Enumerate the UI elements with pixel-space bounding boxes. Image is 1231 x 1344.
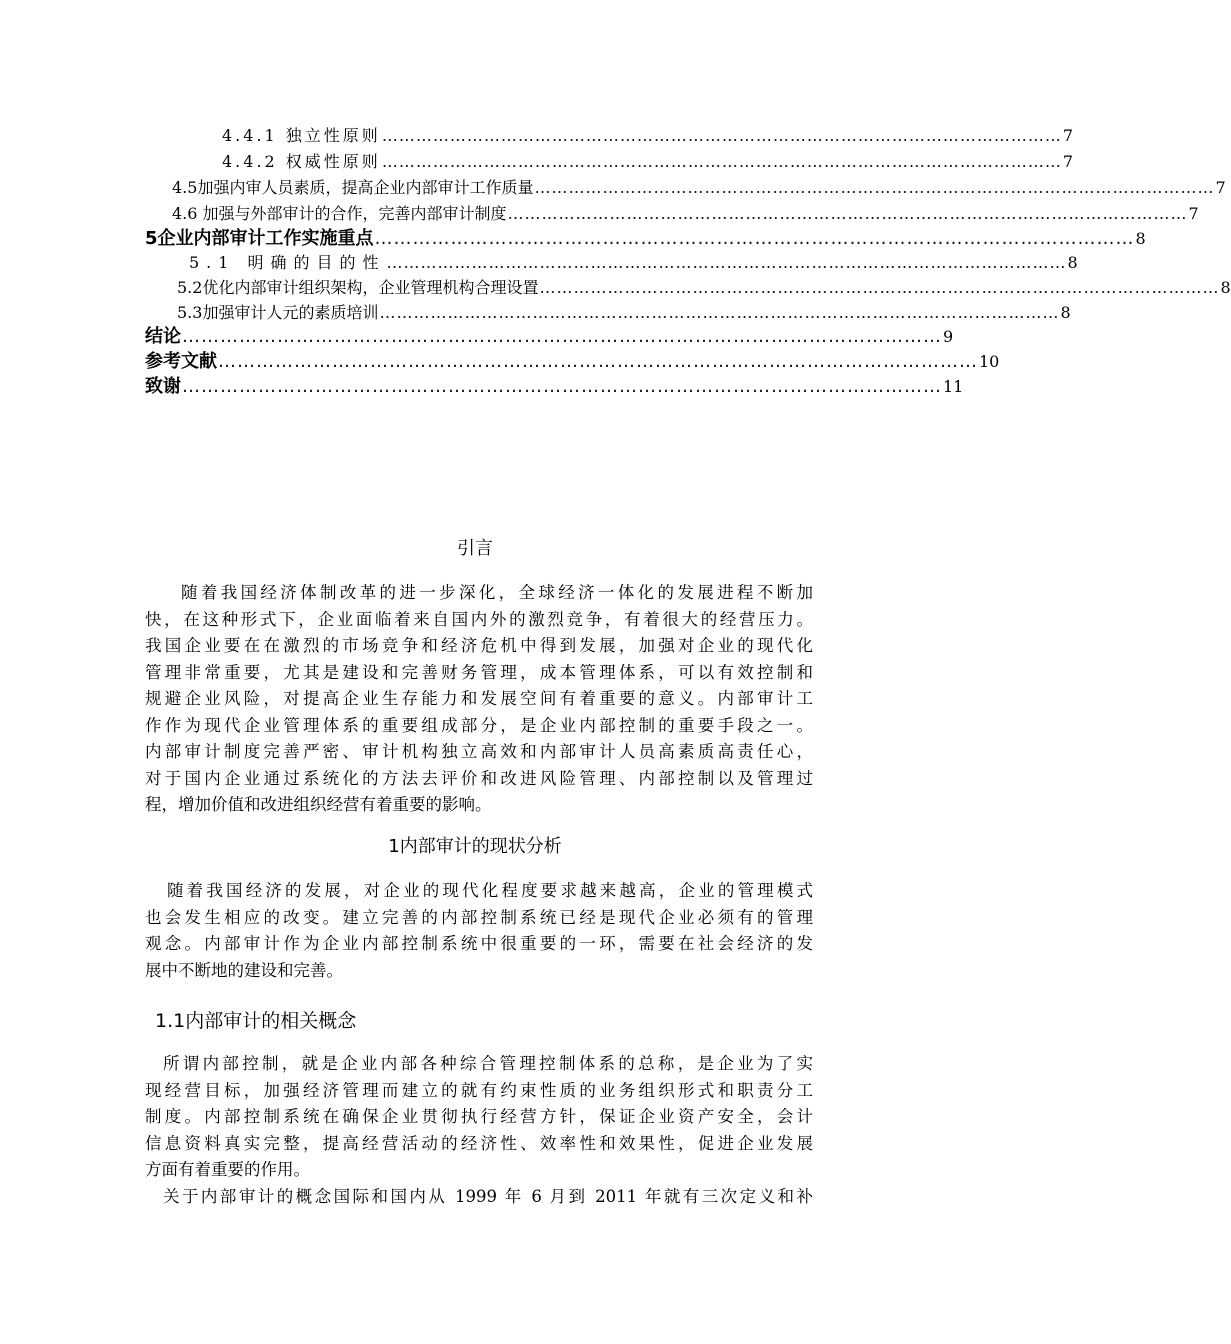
intro-heading: 引言 <box>457 538 493 559</box>
toc-leader-dots: ………………………………………………………………………………………………………… <box>374 228 1135 249</box>
text-line: 规避企业风险，对提高企业生存能力和发展空间有着重要的意义。内部审计工 <box>145 689 813 708</box>
toc-entry-page: 7 <box>1215 178 1226 197</box>
text-line: 也会发生相应的改变。建立完善的内部控制系统已经是现代企业必须有的管理 <box>145 907 813 927</box>
toc-entry-page: 10 <box>979 352 1000 371</box>
toc-entry-page: 11 <box>943 377 964 396</box>
toc-entry-label: 4.4.1 独立性原则 <box>222 126 381 145</box>
toc-entry-label: 5.2优化内部审计组织架构，企业管理机构合理设置 <box>177 278 539 297</box>
text-line: 制度。内部控制系统在确保企业贯彻执行经营方针，保证企业资产安全，会计 <box>145 1107 813 1126</box>
text-line: 我国企业要在在激烈的市场竞争和经济危机中得到发展，加强对企业的现代化 <box>145 636 813 655</box>
toc-leader-dots: ………………………………………………………………………………………………………… <box>534 178 1215 197</box>
toc-entry[interactable] <box>177 300 1071 326</box>
text-line: 程，增加价值和改进组织经营有着重要的影响。 <box>145 795 492 814</box>
text-line: 随着我国经济的发展，对企业的现代化程度要求越来越高，企业的管理模式 <box>167 881 813 900</box>
toc-leader-dots: ………………………………………………………………………………………………………… <box>381 152 1062 171</box>
toc-leader-dots: ………………………………………………………………………………………………………… <box>182 326 942 347</box>
text-line: 观念。内部审计作为企业内部控制系统中很重要的一环，需要在社会经济的发 <box>145 934 813 953</box>
toc-entry[interactable] <box>222 149 1073 175</box>
text-line: 管理非常重要，尤其是建设和完善财务管理，成本管理体系，可以有效控制和 <box>145 662 813 682</box>
toc-leader-dots: ………………………………………………………………………………………………………… <box>381 126 1062 145</box>
text-line: 所谓内部控制，就是企业内部各种综合管理控制体系的总称，是企业为了实 <box>163 1054 813 1073</box>
text-line: 随着我国经济体制改革的进一步深化，全球经济一体化的发展进程不断加 <box>181 583 813 602</box>
toc-entry[interactable] <box>189 250 1078 276</box>
toc-leader-dots: ………………………………………………………………………………………………………… <box>182 376 942 397</box>
toc-entry-label: 4.6 加强与外部审计的合作，完善内部审计制度 <box>172 204 507 223</box>
text-line: 作作为现代企业管理体系的重要组成部分，是企业内部控制的重要手段之一。 <box>145 715 813 735</box>
toc-leader-dots: ………………………………………………………………………………………………………… <box>386 253 1067 272</box>
toc-entry-page: 8 <box>1135 229 1146 248</box>
toc-entry-page: 7 <box>1188 204 1199 223</box>
toc-leader-dots: ………………………………………………………………………………………………………… <box>379 303 1060 322</box>
toc-entry-label: 5.1 明确的目的性 <box>189 253 386 272</box>
toc-entry-label: 致谢 <box>145 376 181 397</box>
toc-entry-page: 8 <box>1060 303 1071 322</box>
toc-entry-page: 8 <box>1220 278 1231 297</box>
text-line: 内部审计制度完善严密、审计机构独立高效和内部审计人员高素质高责任心， <box>145 742 813 761</box>
toc-entry[interactable] <box>145 324 954 350</box>
toc-entry[interactable] <box>145 226 1146 252</box>
toc-entry-label: 结论 <box>145 326 181 347</box>
toc-entry-label: 5企业内部审计工作实施重点 <box>145 228 374 249</box>
toc-leader-dots: ………………………………………………………………………………………………………… <box>507 204 1188 223</box>
toc-entry[interactable] <box>145 349 1000 375</box>
text-line: 关于内部审计的概念国际和国内从 1999 年 6 月到 2011 年就有三次定义和补 <box>163 1186 813 1206</box>
toc-entry-label: 参考文献 <box>145 351 217 372</box>
text-line: 方面有着重要的作用。 <box>145 1160 310 1179</box>
toc-entry[interactable] <box>177 275 1231 301</box>
toc-entry-page: 7 <box>1062 126 1073 145</box>
toc-entry-page: 9 <box>943 327 954 346</box>
toc-entry[interactable] <box>145 374 964 400</box>
text-line: 快，在这种形式下，企业面临着来自国内外的激烈竞争，有着很大的经营压力。 <box>145 609 813 629</box>
toc-entry-label: 4.4.2 权威性原则 <box>222 152 381 171</box>
section-1-heading: 1内部审计的现状分析 <box>388 836 562 857</box>
text-line: 信息资料真实完整，提高经营活动的经济性、效率性和效果性，促进企业发展 <box>145 1133 813 1153</box>
toc-entry-label: 5.3加强审计人元的素质培训 <box>177 303 379 322</box>
text-line: 现经营目标，加强经济管理而建立的就有约束性质的业务组织形式和职责分工 <box>145 1080 813 1100</box>
section-1-1-paragraph <box>145 1051 813 1210</box>
toc-leader-dots: ………………………………………………………………………………………………………… <box>218 351 978 372</box>
toc-leader-dots: ………………………………………………………………………………………………………… <box>539 278 1220 297</box>
text-line: 对于国内企业通过系统化的方法去评价和改进风险管理、内部控制以及管理过 <box>145 768 813 788</box>
toc-entry[interactable] <box>222 123 1073 149</box>
toc-entry[interactable] <box>172 175 1226 201</box>
toc-entry-page: 7 <box>1062 152 1073 171</box>
text-line: 展中不断地的建设和完善。 <box>145 960 343 980</box>
intro-paragraph <box>145 580 813 819</box>
toc-entry-label: 4.5加强内审人员素质，提高企业内部审计工作质量 <box>172 178 534 197</box>
toc-entry-page: 8 <box>1067 253 1078 272</box>
section-1-1-heading: 1.1内部审计的相关概念 <box>155 1010 357 1032</box>
toc-entry[interactable] <box>172 201 1199 227</box>
section-1-paragraph <box>145 878 813 984</box>
